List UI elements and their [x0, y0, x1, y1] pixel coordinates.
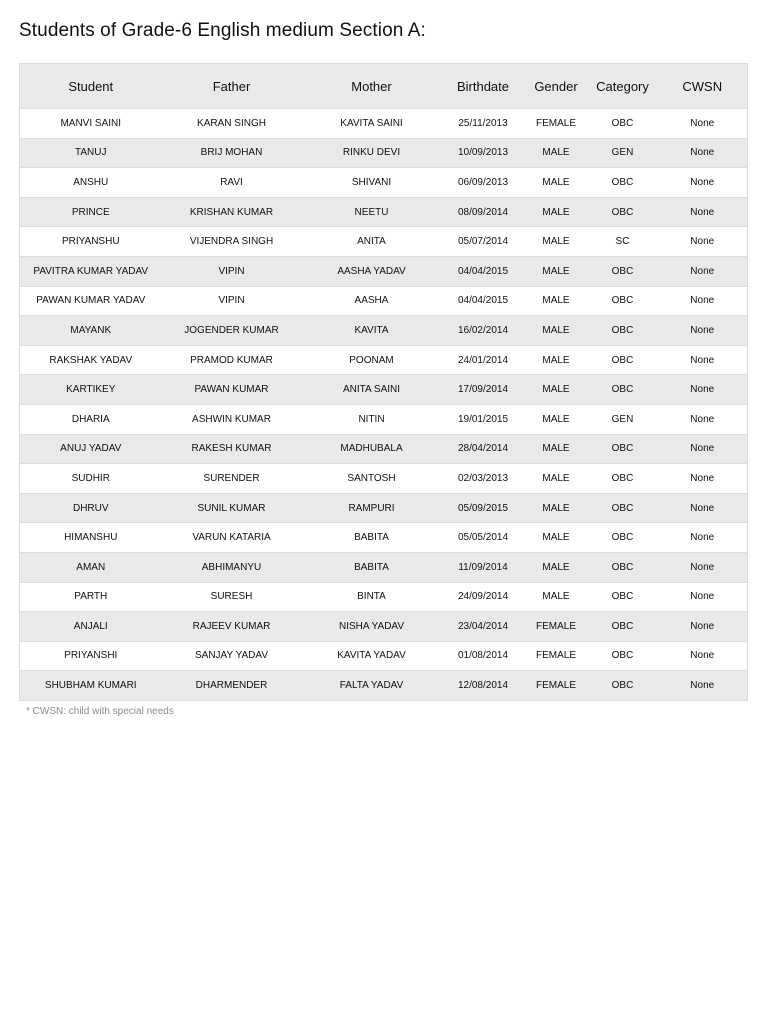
- cell-category: OBC: [588, 168, 658, 198]
- cell-birthdate: 12/08/2014: [442, 671, 525, 701]
- cell-mother: KAVITA: [302, 316, 442, 346]
- table-row: [20, 138, 748, 168]
- cell-category: OBC: [588, 286, 658, 316]
- cell-father: KRISHAN KUMAR: [162, 197, 302, 227]
- cell-gender: MALE: [525, 582, 588, 612]
- cell-student: MANVI SAINI: [20, 109, 162, 139]
- cell-cwsn: None: [658, 641, 748, 671]
- cell-student: AMAN: [20, 552, 162, 582]
- cell-student: PRIYANSHU: [20, 227, 162, 257]
- cell-gender: MALE: [525, 375, 588, 405]
- table-row: [20, 345, 748, 375]
- cell-father: ASHWIN KUMAR: [162, 404, 302, 434]
- cell-father: KARAN SINGH: [162, 109, 302, 139]
- cell-category: OBC: [588, 434, 658, 464]
- cell-category: OBC: [588, 345, 658, 375]
- table-row: [20, 227, 748, 257]
- table-row: [20, 552, 748, 582]
- cell-student: PAWAN KUMAR YADAV: [20, 286, 162, 316]
- cell-mother: RINKU DEVI: [302, 138, 442, 168]
- page-title: Students of Grade-6 English medium Section A:: [19, 20, 426, 41]
- cell-birthdate: 17/09/2014: [442, 375, 525, 405]
- cell-father: ABHIMANYU: [162, 552, 302, 582]
- column-header-birthdate: Birthdate: [442, 64, 525, 109]
- cell-student: PAVITRA KUMAR YADAV: [20, 256, 162, 286]
- table-row: [20, 671, 748, 701]
- cell-birthdate: 08/09/2014: [442, 197, 525, 227]
- cell-cwsn: None: [658, 316, 748, 346]
- cell-birthdate: 01/08/2014: [442, 641, 525, 671]
- cell-birthdate: 16/02/2014: [442, 316, 525, 346]
- cell-birthdate: 19/01/2015: [442, 404, 525, 434]
- cell-cwsn: None: [658, 168, 748, 198]
- table-row: [20, 641, 748, 671]
- cell-gender: MALE: [525, 493, 588, 523]
- cell-category: OBC: [588, 641, 658, 671]
- cell-category: OBC: [588, 197, 658, 227]
- cell-cwsn: None: [658, 286, 748, 316]
- cell-gender: MALE: [525, 404, 588, 434]
- table-header-row: [20, 64, 748, 109]
- table-row: [20, 197, 748, 227]
- cell-cwsn: None: [658, 375, 748, 405]
- cell-father: SUNIL KUMAR: [162, 493, 302, 523]
- cell-mother: RAMPURI: [302, 493, 442, 523]
- cell-father: RAVI: [162, 168, 302, 198]
- cell-birthdate: 24/01/2014: [442, 345, 525, 375]
- cell-mother: BINTA: [302, 582, 442, 612]
- cell-category: OBC: [588, 493, 658, 523]
- cell-mother: SANTOSH: [302, 464, 442, 494]
- cell-gender: MALE: [525, 552, 588, 582]
- cell-gender: MALE: [525, 256, 588, 286]
- cell-father: DHARMENDER: [162, 671, 302, 701]
- table-row: [20, 582, 748, 612]
- cell-category: OBC: [588, 552, 658, 582]
- cell-gender: MALE: [525, 316, 588, 346]
- cell-gender: MALE: [525, 345, 588, 375]
- cell-cwsn: None: [658, 493, 748, 523]
- cell-student: SHUBHAM KUMARI: [20, 671, 162, 701]
- table-row: [20, 612, 748, 642]
- column-header-mother: Mother: [302, 64, 442, 109]
- table-header: [20, 64, 748, 109]
- cell-student: DHRUV: [20, 493, 162, 523]
- cell-birthdate: 11/09/2014: [442, 552, 525, 582]
- cell-cwsn: None: [658, 404, 748, 434]
- cell-father: SANJAY YADAV: [162, 641, 302, 671]
- footnote: * CWSN: child with special needs: [26, 706, 174, 717]
- cell-student: DHARIA: [20, 404, 162, 434]
- cell-birthdate: 04/04/2015: [442, 286, 525, 316]
- cell-mother: NITIN: [302, 404, 442, 434]
- cell-cwsn: None: [658, 109, 748, 139]
- cell-cwsn: None: [658, 464, 748, 494]
- cell-mother: AASHA YADAV: [302, 256, 442, 286]
- cell-father: VIJENDRA SINGH: [162, 227, 302, 257]
- cell-cwsn: None: [658, 227, 748, 257]
- cell-mother: NISHA YADAV: [302, 612, 442, 642]
- cell-cwsn: None: [658, 582, 748, 612]
- cell-mother: FALTA YADAV: [302, 671, 442, 701]
- cell-student: KARTIKEY: [20, 375, 162, 405]
- cell-mother: BABITA: [302, 523, 442, 553]
- cell-father: PAWAN KUMAR: [162, 375, 302, 405]
- cell-mother: MADHUBALA: [302, 434, 442, 464]
- cell-mother: KAVITA SAINI: [302, 109, 442, 139]
- cell-birthdate: 06/09/2013: [442, 168, 525, 198]
- cell-birthdate: 10/09/2013: [442, 138, 525, 168]
- table-body: [20, 109, 748, 701]
- cell-cwsn: None: [658, 138, 748, 168]
- table-row: [20, 316, 748, 346]
- cell-gender: MALE: [525, 523, 588, 553]
- cell-gender: FEMALE: [525, 109, 588, 139]
- table-row: [20, 168, 748, 198]
- cell-mother: KAVITA YADAV: [302, 641, 442, 671]
- cell-gender: MALE: [525, 138, 588, 168]
- cell-gender: MALE: [525, 286, 588, 316]
- cell-birthdate: 24/09/2014: [442, 582, 525, 612]
- cell-cwsn: None: [658, 345, 748, 375]
- cell-father: VIPIN: [162, 256, 302, 286]
- cell-gender: FEMALE: [525, 641, 588, 671]
- table-row: [20, 434, 748, 464]
- table-row: [20, 109, 748, 139]
- table-row: [20, 286, 748, 316]
- column-header-category: Category: [588, 64, 658, 109]
- cell-category: OBC: [588, 464, 658, 494]
- table-row: [20, 404, 748, 434]
- cell-category: OBC: [588, 316, 658, 346]
- cell-mother: NEETU: [302, 197, 442, 227]
- column-header-father: Father: [162, 64, 302, 109]
- cell-father: BRIJ MOHAN: [162, 138, 302, 168]
- cell-cwsn: None: [658, 552, 748, 582]
- cell-birthdate: 28/04/2014: [442, 434, 525, 464]
- cell-cwsn: None: [658, 434, 748, 464]
- cell-cwsn: None: [658, 612, 748, 642]
- cell-gender: MALE: [525, 227, 588, 257]
- cell-student: TANUJ: [20, 138, 162, 168]
- cell-category: GEN: [588, 138, 658, 168]
- column-header-gender: Gender: [525, 64, 588, 109]
- cell-category: OBC: [588, 375, 658, 405]
- cell-father: VIPIN: [162, 286, 302, 316]
- cell-student: ANJALI: [20, 612, 162, 642]
- cell-father: VARUN KATARIA: [162, 523, 302, 553]
- cell-category: OBC: [588, 109, 658, 139]
- cell-student: PRIYANSHI: [20, 641, 162, 671]
- cell-category: SC: [588, 227, 658, 257]
- table-row: [20, 375, 748, 405]
- cell-gender: FEMALE: [525, 671, 588, 701]
- cell-father: SURENDER: [162, 464, 302, 494]
- cell-mother: AASHA: [302, 286, 442, 316]
- cell-birthdate: 05/09/2015: [442, 493, 525, 523]
- cell-father: PRAMOD KUMAR: [162, 345, 302, 375]
- column-header-cwsn: CWSN: [658, 64, 748, 109]
- cell-gender: MALE: [525, 464, 588, 494]
- cell-birthdate: 25/11/2013: [442, 109, 525, 139]
- cell-mother: POONAM: [302, 345, 442, 375]
- cell-student: ANUJ YADAV: [20, 434, 162, 464]
- cell-father: JOGENDER KUMAR: [162, 316, 302, 346]
- cell-gender: MALE: [525, 168, 588, 198]
- cell-birthdate: 04/04/2015: [442, 256, 525, 286]
- cell-cwsn: None: [658, 256, 748, 286]
- cell-student: RAKSHAK YADAV: [20, 345, 162, 375]
- cell-category: OBC: [588, 671, 658, 701]
- cell-gender: MALE: [525, 197, 588, 227]
- cell-gender: MALE: [525, 434, 588, 464]
- cell-birthdate: 05/07/2014: [442, 227, 525, 257]
- cell-gender: FEMALE: [525, 612, 588, 642]
- cell-category: GEN: [588, 404, 658, 434]
- cell-father: RAKESH KUMAR: [162, 434, 302, 464]
- cell-father: RAJEEV KUMAR: [162, 612, 302, 642]
- cell-cwsn: None: [658, 197, 748, 227]
- cell-student: PARTH: [20, 582, 162, 612]
- cell-mother: ANITA: [302, 227, 442, 257]
- cell-cwsn: None: [658, 671, 748, 701]
- column-header-student: Student: [20, 64, 162, 109]
- students-table: [19, 63, 748, 701]
- cell-mother: ANITA SAINI: [302, 375, 442, 405]
- cell-birthdate: 23/04/2014: [442, 612, 525, 642]
- cell-student: PRINCE: [20, 197, 162, 227]
- students-table-container: [19, 63, 747, 701]
- table-row: [20, 523, 748, 553]
- cell-student: HIMANSHU: [20, 523, 162, 553]
- table-row: [20, 493, 748, 523]
- cell-student: MAYANK: [20, 316, 162, 346]
- cell-birthdate: 02/03/2013: [442, 464, 525, 494]
- cell-mother: BABITA: [302, 552, 442, 582]
- cell-category: OBC: [588, 523, 658, 553]
- cell-category: OBC: [588, 256, 658, 286]
- cell-category: OBC: [588, 582, 658, 612]
- cell-category: OBC: [588, 612, 658, 642]
- table-row: [20, 256, 748, 286]
- cell-student: SUDHIR: [20, 464, 162, 494]
- cell-cwsn: None: [658, 523, 748, 553]
- table-row: [20, 464, 748, 494]
- cell-birthdate: 05/05/2014: [442, 523, 525, 553]
- cell-student: ANSHU: [20, 168, 162, 198]
- cell-father: SURESH: [162, 582, 302, 612]
- cell-mother: SHIVANI: [302, 168, 442, 198]
